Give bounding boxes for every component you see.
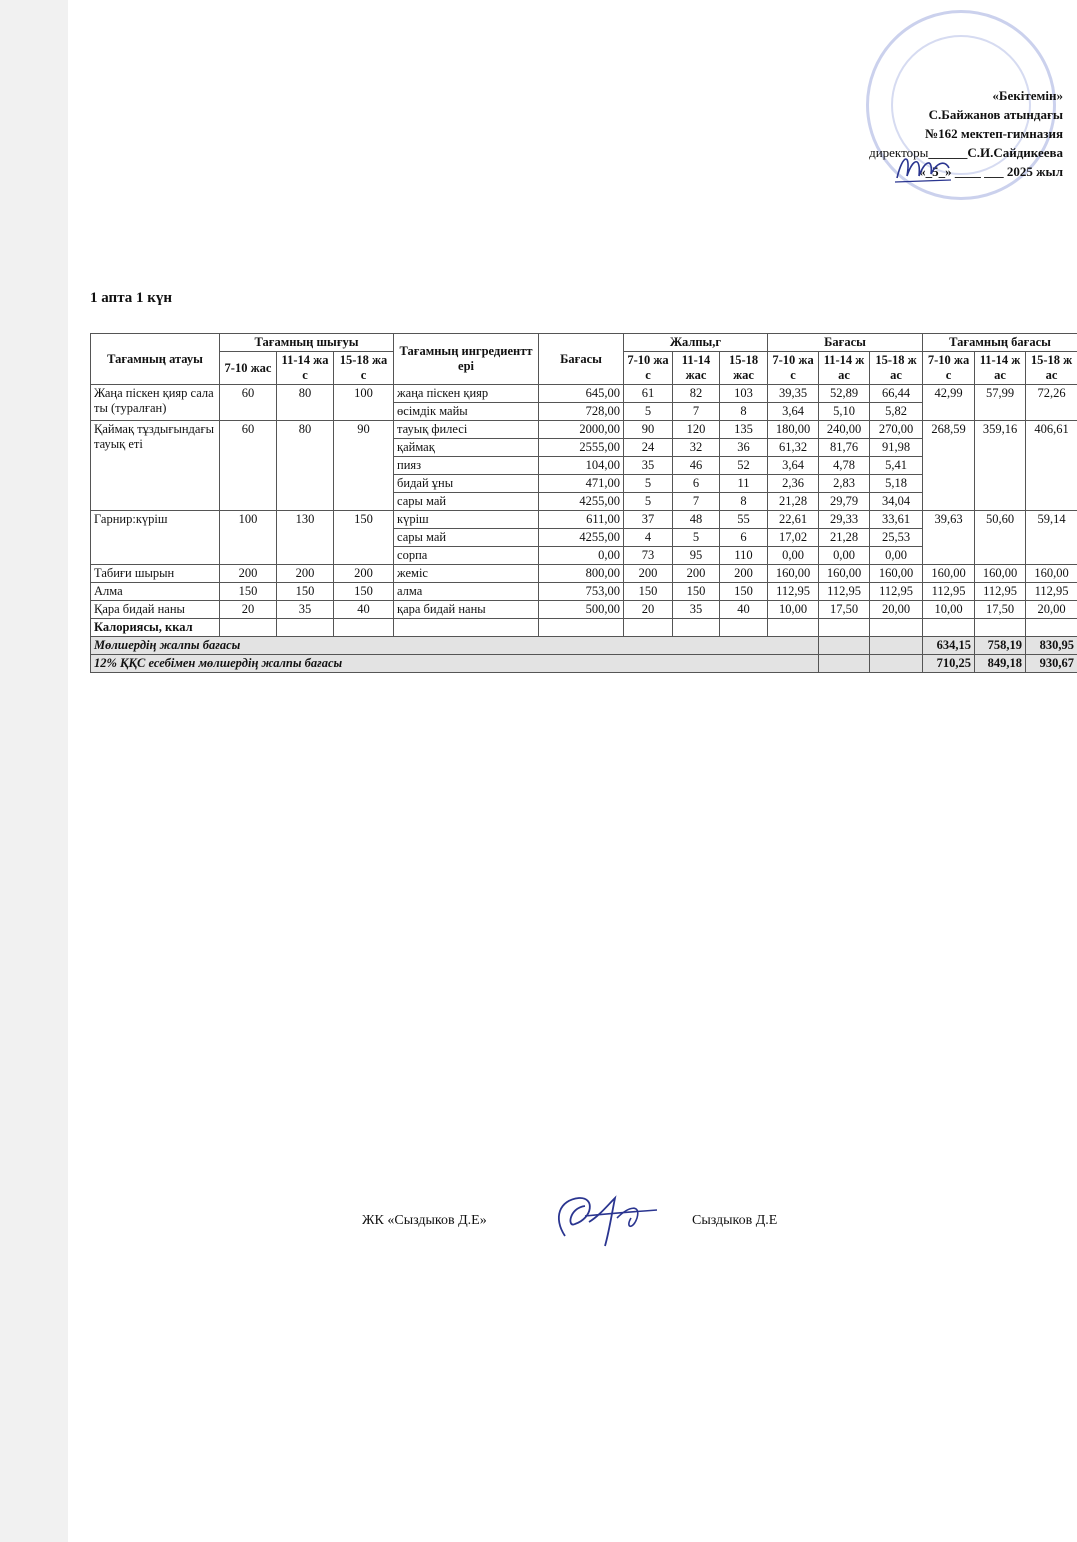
gram-cell: 52 (720, 457, 768, 475)
ingredient-cell: өсімдік майы (394, 403, 539, 421)
dish-cost-cell: 160,00 (975, 565, 1026, 583)
empty-cell (819, 619, 870, 637)
cost-cell: 21,28 (768, 493, 819, 511)
price-cell: 753,00 (539, 583, 624, 601)
gram-cell: 61 (624, 385, 673, 403)
gram-cell: 24 (624, 439, 673, 457)
gram-cell: 103 (720, 385, 768, 403)
cost-cell: 112,95 (768, 583, 819, 601)
approval-title: «Бекітемін» (992, 88, 1063, 103)
total-cell: 758,19 (975, 637, 1026, 655)
vat-total-cell: 849,18 (975, 655, 1026, 673)
ingredient-cell: қара бидай наны (394, 601, 539, 619)
cost-cell: 39,35 (768, 385, 819, 403)
gram-cell: 35 (624, 457, 673, 475)
vat-total-label: 12% ҚҚС есебімен мөлшердің жалпы бағасы (91, 655, 819, 673)
document-page (68, 0, 1077, 1542)
th-age: 7-10 жас (768, 352, 819, 385)
cost-cell: 3,64 (768, 457, 819, 475)
cost-cell: 91,98 (870, 439, 923, 457)
cost-cell: 0,00 (870, 547, 923, 565)
dish-name: Қара бидай наны (91, 601, 220, 619)
ingredient-cell: тауық филесі (394, 421, 539, 439)
ingredient-cell: қаймақ (394, 439, 539, 457)
cost-cell: 112,95 (819, 583, 870, 601)
dish-cost-cell: 406,61 (1026, 421, 1077, 511)
dish-cost-cell: 42,99 (923, 385, 975, 421)
output-cell: 35 (277, 601, 334, 619)
th-output: Тағамның шығуы (220, 334, 394, 352)
cost-cell: 240,00 (819, 421, 870, 439)
cost-cell: 81,76 (819, 439, 870, 457)
gram-cell: 73 (624, 547, 673, 565)
price-cell: 500,00 (539, 601, 624, 619)
dish-name: Табиғи шырын (91, 565, 220, 583)
gram-cell: 7 (673, 403, 720, 421)
dish-cost-cell: 20,00 (1026, 601, 1077, 619)
approval-date: «_5_» ____ ___ 2025 жыл (919, 164, 1063, 179)
gram-cell: 4 (624, 529, 673, 547)
ingredient-cell: алма (394, 583, 539, 601)
ingredient-cell: жеміс (394, 565, 539, 583)
output-cell: 200 (334, 565, 394, 583)
total-row (91, 637, 1077, 655)
gram-cell: 90 (624, 421, 673, 439)
gram-cell: 150 (624, 583, 673, 601)
approval-director: директоры______С.И.Сайдикеева (869, 145, 1063, 160)
gram-cell: 150 (673, 583, 720, 601)
gram-cell: 36 (720, 439, 768, 457)
price-cell: 611,00 (539, 511, 624, 529)
approval-line1: С.Байжанов атындағы (928, 107, 1063, 122)
cost-cell: 3,64 (768, 403, 819, 421)
header-row-1 (91, 334, 1077, 352)
empty-cell (394, 619, 539, 637)
menu-table (90, 333, 1077, 673)
gram-cell: 32 (673, 439, 720, 457)
th-age: 15-18 жас (720, 352, 768, 385)
week-day-label: 1 апта 1 күн (90, 290, 173, 306)
table-row (91, 421, 1077, 439)
gram-cell: 37 (624, 511, 673, 529)
gram-cell: 35 (673, 601, 720, 619)
dish-cost-cell: 39,63 (923, 511, 975, 565)
output-cell: 40 (334, 601, 394, 619)
cost-cell: 29,33 (819, 511, 870, 529)
gram-cell: 6 (720, 529, 768, 547)
gram-cell: 40 (720, 601, 768, 619)
gram-cell: 5 (624, 403, 673, 421)
gram-cell: 48 (673, 511, 720, 529)
ingredient-cell: бидай ұны (394, 475, 539, 493)
cost-cell: 5,18 (870, 475, 923, 493)
approval-line2: №162 мектеп-гимназия (925, 126, 1063, 141)
ingredient-cell: сары май (394, 529, 539, 547)
table-row (91, 385, 1077, 403)
output-cell: 80 (277, 385, 334, 421)
director-label: директоры (869, 145, 929, 160)
footer-company: ЖК «Сыздыков Д.Е» (362, 1213, 487, 1228)
output-cell: 200 (220, 565, 277, 583)
table-row (91, 565, 1077, 583)
gram-cell: 11 (720, 475, 768, 493)
empty-cell (624, 619, 673, 637)
empty-cell (277, 619, 334, 637)
gram-cell: 7 (673, 493, 720, 511)
cost-cell: 25,53 (870, 529, 923, 547)
cost-cell: 2,36 (768, 475, 819, 493)
vat-total-row (91, 655, 1077, 673)
ingredient-cell: сары май (394, 493, 539, 511)
cost-cell: 20,00 (870, 601, 923, 619)
output-cell: 20 (220, 601, 277, 619)
gram-cell: 135 (720, 421, 768, 439)
th-age: 7-10 жас (220, 352, 277, 385)
th-cost: Бағасы (768, 334, 923, 352)
th-age: 15-18 жас (870, 352, 923, 385)
dish-cost-cell: 50,60 (975, 511, 1026, 565)
dish-name: Жаңа піскен қияр салаты (туралған) (91, 385, 220, 421)
th-total-g: Жалпы,г (624, 334, 768, 352)
ingredient-cell: сорпа (394, 547, 539, 565)
gram-cell: 150 (720, 583, 768, 601)
output-cell: 100 (220, 511, 277, 565)
gram-cell: 8 (720, 403, 768, 421)
dish-name: Алма (91, 583, 220, 601)
th-dish-cost: Тағамның бағасы (923, 334, 1077, 352)
empty-cell (673, 619, 720, 637)
output-cell: 150 (220, 583, 277, 601)
cost-cell: 66,44 (870, 385, 923, 403)
gram-cell: 46 (673, 457, 720, 475)
dish-cost-cell: 59,14 (1026, 511, 1077, 565)
price-cell: 4255,00 (539, 493, 624, 511)
th-ingredients: Тағамның ингредиенттері (394, 334, 539, 385)
cost-cell: 10,00 (768, 601, 819, 619)
empty-cell (220, 619, 277, 637)
gram-cell: 8 (720, 493, 768, 511)
gram-cell: 55 (720, 511, 768, 529)
ingredient-cell: жаңа піскен қияр (394, 385, 539, 403)
empty-cell (720, 619, 768, 637)
director-signature (893, 148, 953, 188)
th-price: Бағасы (539, 334, 624, 385)
cost-cell: 17,02 (768, 529, 819, 547)
price-cell: 2000,00 (539, 421, 624, 439)
cost-cell: 17,50 (819, 601, 870, 619)
price-cell: 104,00 (539, 457, 624, 475)
output-cell: 150 (277, 583, 334, 601)
dish-cost-cell: 112,95 (923, 583, 975, 601)
output-cell: 60 (220, 385, 277, 421)
vat-total-cell: 930,67 (1026, 655, 1077, 673)
dish-name: Гарнир:күріш (91, 511, 220, 565)
cost-cell: 160,00 (768, 565, 819, 583)
empty-cell (1026, 619, 1077, 637)
cost-cell: 112,95 (870, 583, 923, 601)
price-cell: 4255,00 (539, 529, 624, 547)
supplier-signature (545, 1188, 665, 1250)
gram-cell: 120 (673, 421, 720, 439)
cost-cell: 160,00 (819, 565, 870, 583)
cost-cell: 34,04 (870, 493, 923, 511)
cost-cell: 21,28 (819, 529, 870, 547)
dish-cost-cell: 57,99 (975, 385, 1026, 421)
empty-cell (870, 619, 923, 637)
empty-cell (819, 655, 870, 673)
director-name: С.И.Сайдикеева (967, 145, 1063, 160)
total-cell: 634,15 (923, 637, 975, 655)
cost-cell: 22,61 (768, 511, 819, 529)
dish-cost-cell: 268,59 (923, 421, 975, 511)
cost-cell: 0,00 (768, 547, 819, 565)
th-age: 11-14 жас (819, 352, 870, 385)
price-cell: 471,00 (539, 475, 624, 493)
empty-cell (539, 619, 624, 637)
cost-cell: 270,00 (870, 421, 923, 439)
gram-cell: 200 (673, 565, 720, 583)
total-cell: 830,95 (1026, 637, 1077, 655)
price-cell: 645,00 (539, 385, 624, 403)
empty-cell (334, 619, 394, 637)
gram-cell: 6 (673, 475, 720, 493)
th-age: 7-10 жас (923, 352, 975, 385)
cost-cell: 5,41 (870, 457, 923, 475)
dish-cost-cell: 160,00 (923, 565, 975, 583)
output-cell: 90 (334, 421, 394, 511)
empty-cell (923, 619, 975, 637)
gram-cell: 200 (720, 565, 768, 583)
price-cell: 728,00 (539, 403, 624, 421)
table-row (91, 511, 1077, 529)
th-name: Тағамның атауы (91, 334, 220, 385)
price-cell: 2555,00 (539, 439, 624, 457)
cost-cell: 2,83 (819, 475, 870, 493)
th-age: 15-18 жас (334, 352, 394, 385)
dish-cost-cell: 10,00 (923, 601, 975, 619)
gram-cell: 200 (624, 565, 673, 583)
empty-cell (975, 619, 1026, 637)
dish-cost-cell: 112,95 (1026, 583, 1077, 601)
ingredient-cell: күріш (394, 511, 539, 529)
th-age: 11-14 жас (277, 352, 334, 385)
menu-body (91, 385, 1077, 673)
output-cell: 80 (277, 421, 334, 511)
th-age: 11-14 жас (673, 352, 720, 385)
ingredient-cell: пияз (394, 457, 539, 475)
gram-cell: 5 (624, 493, 673, 511)
cost-cell: 5,82 (870, 403, 923, 421)
calories-row (91, 619, 1077, 637)
cost-cell: 180,00 (768, 421, 819, 439)
empty-cell (819, 637, 870, 655)
empty-cell (870, 637, 923, 655)
cost-cell: 33,61 (870, 511, 923, 529)
table-row (91, 601, 1077, 619)
output-cell: 130 (277, 511, 334, 565)
dish-cost-cell: 359,16 (975, 421, 1026, 511)
total-label: Мөлшердің жалпы бағасы (91, 637, 819, 655)
dish-cost-cell: 112,95 (975, 583, 1026, 601)
output-cell: 150 (334, 511, 394, 565)
output-cell: 150 (334, 583, 394, 601)
output-cell: 60 (220, 421, 277, 511)
gram-cell: 5 (624, 475, 673, 493)
gram-cell: 95 (673, 547, 720, 565)
gram-cell: 5 (673, 529, 720, 547)
output-cell: 200 (277, 565, 334, 583)
cost-cell: 160,00 (870, 565, 923, 583)
footer-name: Сыздыков Д.Е (692, 1213, 778, 1228)
cost-cell: 29,79 (819, 493, 870, 511)
empty-cell (870, 655, 923, 673)
cost-cell: 61,32 (768, 439, 819, 457)
th-age: 11-14 жас (975, 352, 1026, 385)
th-age: 15-18 жас (1026, 352, 1077, 385)
cost-cell: 0,00 (819, 547, 870, 565)
price-cell: 800,00 (539, 565, 624, 583)
dish-cost-cell: 17,50 (975, 601, 1026, 619)
gram-cell: 82 (673, 385, 720, 403)
dish-cost-cell: 160,00 (1026, 565, 1077, 583)
th-age: 7-10 жас (624, 352, 673, 385)
price-cell: 0,00 (539, 547, 624, 565)
vat-total-cell: 710,25 (923, 655, 975, 673)
empty-cell (768, 619, 819, 637)
gram-cell: 20 (624, 601, 673, 619)
dish-name: Қаймақ тұздығындағы тауық еті (91, 421, 220, 511)
calories-label: Калориясы, ккал (91, 619, 220, 637)
table-row (91, 583, 1077, 601)
gram-cell: 110 (720, 547, 768, 565)
output-cell: 100 (334, 385, 394, 421)
cost-cell: 52,89 (819, 385, 870, 403)
dish-cost-cell: 72,26 (1026, 385, 1077, 421)
cost-cell: 5,10 (819, 403, 870, 421)
cost-cell: 4,78 (819, 457, 870, 475)
